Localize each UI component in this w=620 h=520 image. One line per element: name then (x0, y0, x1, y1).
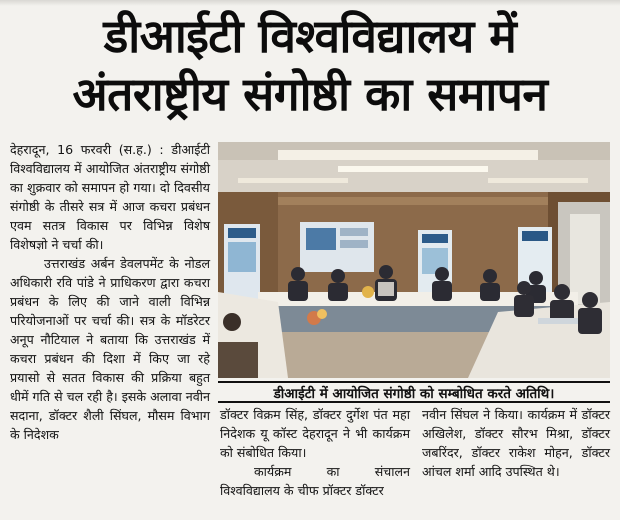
article-column-1 (10, 140, 210, 444)
page-top-edge (0, 0, 620, 6)
headline-line-1: डीआईटी विश्वविद्यालय में (103, 9, 517, 63)
article-column-3 (422, 405, 610, 481)
seminar-photo (218, 142, 610, 378)
paragraph-body: उत्तराखंड अर्बन डेवलपमेंट के नोडल अधिकारी रवि पांडे ने प्राधिकरण द्वारा कचरा प्रबंधन के लिए की जाने वाली विभिन्न परियोजनाओं पर चर्चा की। सत्र के मॉडरेटर अनूप नौटियाल ने बताया कि उत्तराखंड में कचरा प्रबंधन की दिशा में किए जा रहे प्रयासो से सतत विकास की प्रक्रिया बहुत धीमें गति से चल रही है। इसके अलावा नवीन सदाना, डॉक्टर शैली सिंघल, मौसम विभाग के निदेशक (10, 256, 211, 442)
article-column-2 (220, 405, 410, 500)
paragraph-body: डॉक्टर विक्रम सिंह, डॉक्टर दुर्गेश पंत महा निदेशक यू कॉस्ट देहरादून ने भी कार्यक्रम को संबोधित किया। (220, 407, 410, 460)
paragraph-dateline: देहरादून, 16 फरवरी (स.ह.) : डीआईटी विश्वविद्यालय में आयोजित अंतराष्ट्रीय संगोष्ठी का शुक्रवार को समापन हो गया। दो दिवसीय संगोष्ठी के तीसरे सत्र में आज कचरा प्रबंधन एवम सतत्र विकास पर विभिन्न विशेष विशेषज्ञो ने चर्चा की। (10, 142, 210, 252)
headline-line-2: अंतराष्ट्रीय संगोष्ठी का समापन (72, 67, 548, 121)
paragraph-body: कार्यक्रम का संचालन विश्वविद्यालय के चीफ प्रॉक्टर डॉक्टर (220, 464, 410, 498)
photo-caption: डीआईटी में आयोजित संगोष्ठी को सम्बोधित करते अतिथि। (218, 381, 610, 403)
paragraph-body: नवीन सिंघल ने किया। कार्यक्रम में डॉक्टर अखिलेश, डॉक्टर सौरभ मिश्रा, डॉक्टर जबरिंदर, डॉक्टर राकेश मोहन, डॉक्टर आंचल शर्मा आदि उपस्थित थे। (422, 407, 610, 479)
